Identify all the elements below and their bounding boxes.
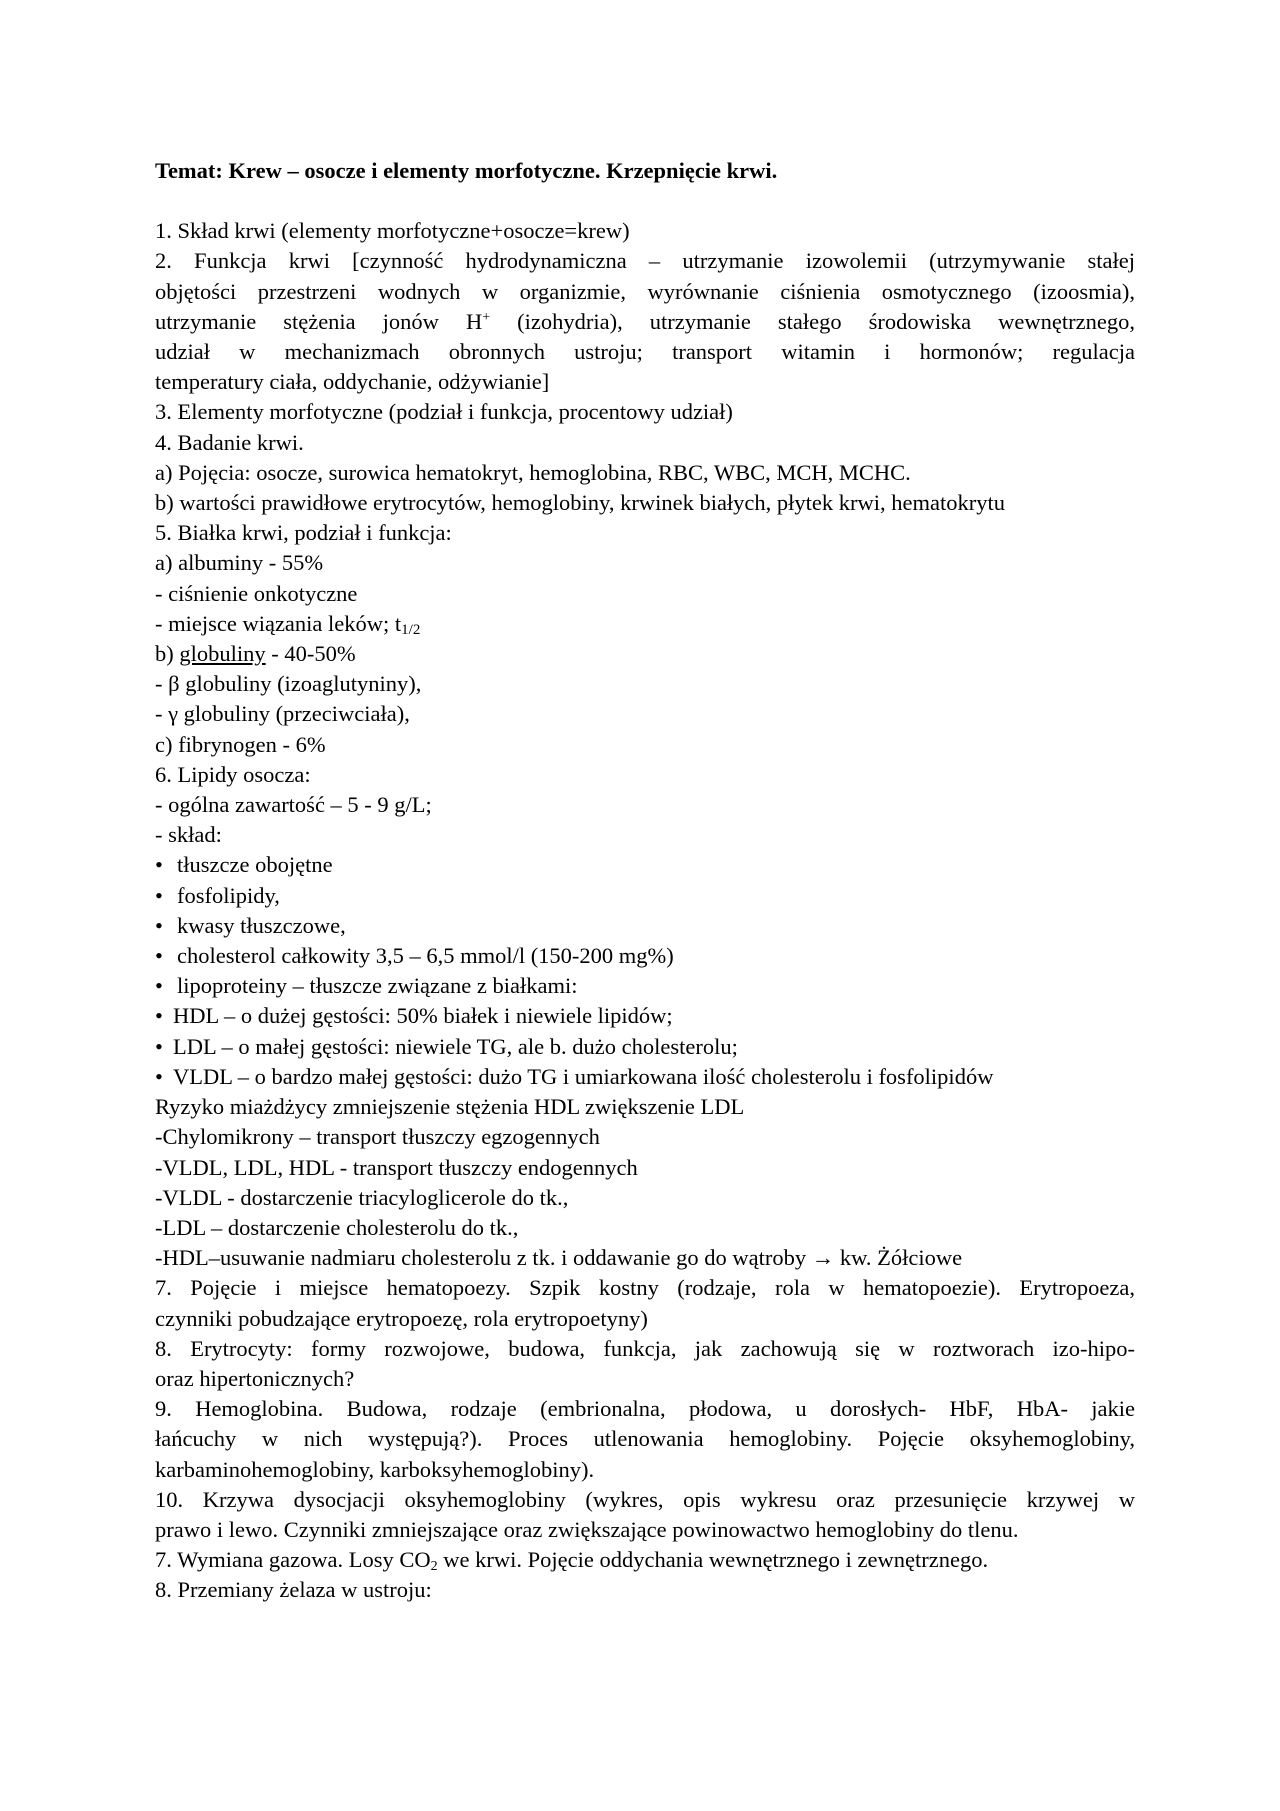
item-6: 6. Lipidy osocza: <box>155 761 311 787</box>
item-iron: 8. Przemiany żelaza w ustroju: <box>155 1577 432 1603</box>
transport-line: -Chylomikrony – transport tłuszczy egzogennych <box>155 1124 600 1150</box>
item-9-line: 9. Hemoglobina. Budowa, rodzaje (embrionalna, płodowa, u dorosłych- HbF, HbA- jakie <box>155 1396 1135 1422</box>
item-5b <box>155 639 1135 669</box>
item-6b: - skład: <box>155 822 222 848</box>
item-5: 5. Białka krwi, podział i funkcja: <box>155 520 452 546</box>
item-5a-1: - ciśnienie onkotyczne <box>155 580 358 606</box>
item-3: 3. Elementy morfotyczne (podział i funkcja, procentowy udział) <box>155 399 733 425</box>
item-7-line: 7. Pojęcie i miejsce hematopoezy. Szpik kostny (rodzaje, rola w hematopoezie). Erytropoeza, <box>155 1275 1135 1301</box>
bullet-icon: • <box>155 973 163 999</box>
lipoprotein-item <box>155 1062 1135 1092</box>
item-1: 1. Skład krwi (elementy morfotyczne+osocze=krew) <box>155 218 630 244</box>
item-5b-post: - 40-50% <box>265 641 356 667</box>
bullet-text: kwasy tłuszczowe, <box>177 912 346 938</box>
bullet-item <box>155 911 1135 941</box>
item-7 <box>155 1273 1135 1333</box>
document-page <box>155 156 1135 1606</box>
co2-subscript: 2 <box>430 1559 438 1575</box>
bullet-icon: • <box>155 1003 163 1029</box>
transport-line: -VLDL, LDL, HDL - transport tłuszczy endogennych <box>155 1154 638 1180</box>
bullet-item <box>155 881 1135 911</box>
bullet-icon: • <box>155 1063 163 1089</box>
bullet-item <box>155 850 1135 880</box>
transport-line: -LDL – dostarczenie cholesterolu do tk., <box>155 1214 519 1240</box>
item-8-line: 8. Erytrocyty: formy rozwojowe, budowa, funkcja, jak zachowują się w roztworach izo-hipo- <box>155 1335 1135 1361</box>
item-10 <box>155 1485 1135 1545</box>
item-4: 4. Badanie krwi. <box>155 429 304 455</box>
bullet-text: lipoproteiny – tłuszcze związane z białkami: <box>177 973 578 999</box>
item-5b-pre: b) <box>155 641 180 667</box>
item-gas-exchange <box>155 1545 1135 1575</box>
item-5c: c) fibrynogen - 6% <box>155 731 326 757</box>
bullet-icon: • <box>155 852 163 878</box>
gas-exchange-post: we krwi. Pojęcie oddychania wewnętrznego i zewnętrznego. <box>437 1547 989 1573</box>
item-8-line: oraz hipertonicznych? <box>155 1365 355 1391</box>
item-5a-2 <box>155 609 1135 639</box>
bullet-icon: • <box>155 943 163 969</box>
transport-line: -HDL–usuwanie nadmiaru cholesterolu z tk. i oddawanie go do wątroby → kw. Żółciowe <box>155 1245 963 1271</box>
bullet-text: cholesterol całkowity 3,5 – 6,5 mmol/l (150-200 mg%) <box>177 943 674 969</box>
bullet-icon: • <box>155 882 163 908</box>
item-5a-2-text: - miejsce wiązania leków; t <box>155 610 402 636</box>
item-5b-1: - β globuliny (izoaglutyniny), <box>155 671 422 697</box>
lipoprotein-text: VLDL – o bardzo małej gęstości: dużo TG i umiarkowana ilość cholesterolu i fosfolipidów <box>173 1063 994 1089</box>
item-7-line: czynniki pobudzające erytropoezę, rola erytropoetyny) <box>155 1305 648 1331</box>
item-4a: a) Pojęcia: osocze, surowica hematokryt, hemoglobina, RBC, WBC, MCH, MCHC. <box>155 459 911 485</box>
item-9 <box>155 1394 1135 1485</box>
document-title: Temat: Krew – osocze i elementy morfotyczne. Krzepnięcie krwi. <box>155 158 778 183</box>
transport-line: -VLDL - dostarczenie triacyloglicerole do tk., <box>155 1184 569 1210</box>
risk-line: Ryzyko miażdżycy zmniejszenie stężenia HDL zwiększenie LDL <box>155 1094 745 1120</box>
item-2-line: udział w mechanizmach obronnych ustroju; transport witamin i hormonów; regulacja <box>155 339 1135 365</box>
item-8 <box>155 1334 1135 1394</box>
lipoprotein-text: LDL – o małej gęstości: niewiele TG, ale b. dużo cholesterolu; <box>173 1033 738 1059</box>
bullet-text: tłuszcze obojętne <box>177 852 333 878</box>
bullet-icon: • <box>155 1033 163 1059</box>
gas-exchange-pre: 7. Wymiana gazowa. Losy CO <box>155 1547 431 1573</box>
lipoprotein-item <box>155 1032 1135 1062</box>
item-5b-2: - γ globuliny (przeciwciała), <box>155 701 410 727</box>
item-10-line: 10. Krzywa dysocjacji oksyhemoglobiny (wykres, opis wykresu oraz przesunięcie krzywej w <box>155 1486 1135 1512</box>
lipoprotein-text: HDL – o dużej gęstości: 50% białek i niewiele lipidów; <box>173 1003 673 1029</box>
bullet-item <box>155 941 1135 971</box>
h-plus-superscript: + <box>482 309 491 325</box>
item-4b: b) wartości prawidłowe erytrocytów, hemoglobiny, krwinek białych, płytek krwi, hematokrytu <box>155 490 1005 516</box>
bullet-item <box>155 971 1135 1001</box>
bullet-text: fosfolipidy, <box>177 882 280 908</box>
lipoprotein-item <box>155 1001 1135 1031</box>
bullet-icon: • <box>155 912 163 938</box>
item-2-line: objętości przestrzeni wodnych w organizmie, wyrównanie ciśnienia osmotycznego (izoosmia), <box>155 278 1135 304</box>
item-2-text: (izohydria), utrzymanie stałego środowiska wewnętrznego, <box>490 308 1135 334</box>
item-2-line: temperatury ciała, oddychanie, odżywianie] <box>155 369 550 395</box>
item-2-line: 2. Funkcja krwi [czynność hydrodynamiczna – utrzymanie izowolemii (utrzymywanie stałej <box>155 248 1135 274</box>
item-9-line: łańcuchy w nich występują?). Proces utlenowania hemoglobiny. Pojęcie oksyhemoglobiny, <box>155 1426 1135 1452</box>
half-life-subscript: 1/2 <box>401 621 421 638</box>
item-6a: - ogólna zawartość – 5 - 9 g/L; <box>155 792 432 818</box>
item-9-line: karbaminohemoglobiny, karboksyhemoglobiny). <box>155 1456 595 1482</box>
item-5a: a) albuminy - 55% <box>155 550 324 576</box>
item-2 <box>155 246 1135 397</box>
item-2-line <box>155 307 1135 337</box>
item-10-line: prawo i lewo. Czynniki zmniejszające oraz zwiększające powinowactwo hemoglobiny do tlenu. <box>155 1516 1019 1542</box>
item-2-text: utrzymanie stężenia jonów H <box>155 308 483 334</box>
globuliny-underlined: globuliny <box>179 641 266 667</box>
